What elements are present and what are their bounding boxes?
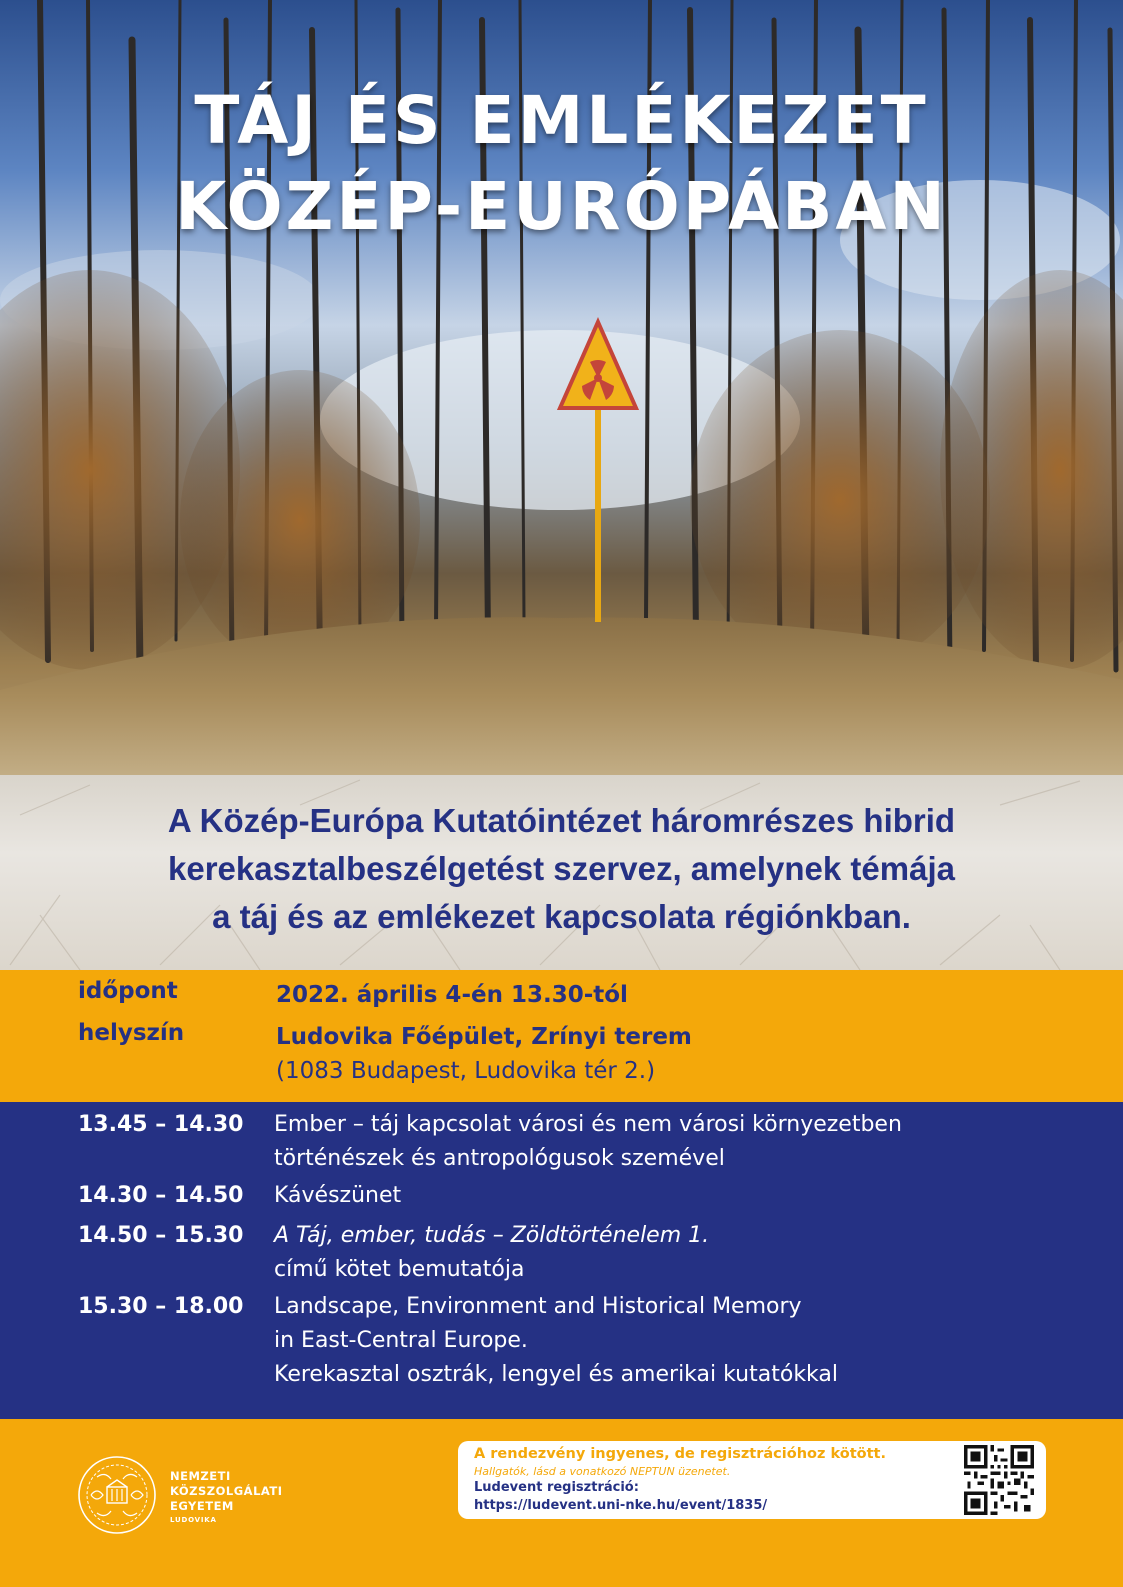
program-line: Landscape, Environment and Historical Memory (274, 1294, 802, 1319)
logo-line: KÖZSZOLGÁLATI (170, 1484, 283, 1498)
sign-pole (595, 400, 601, 622)
logo-line: EGYETEM (170, 1499, 234, 1513)
place-address: (1083 Budapest, Ludovika tér 2.) (276, 1058, 656, 1084)
place-block (276, 1020, 1056, 1088)
page-title (0, 78, 1123, 250)
footer (0, 1419, 1123, 1587)
title-line-2: KÖZÉP-EURÓPÁBAN (175, 168, 948, 245)
university-logo-icon (77, 1455, 157, 1535)
program-line: Ember – táj kapcsolat városi és nem városi környezetben (274, 1112, 902, 1137)
registration-label: Ludevent regisztráció: (474, 1480, 639, 1495)
qr-code-icon[interactable] (964, 1445, 1034, 1515)
program-time: 14.30 – 14.50 (78, 1183, 244, 1208)
registration-box (458, 1441, 1046, 1519)
program-time: 13.45 – 14.30 (78, 1112, 244, 1137)
program-schedule (0, 1102, 1123, 1419)
registration-text (474, 1445, 954, 1515)
program-description (274, 1290, 1094, 1392)
program-description (274, 1219, 1094, 1287)
title-line-1: TÁJ ÉS EMLÉKEZET (194, 82, 929, 159)
program-line: Kávészünet (274, 1183, 402, 1208)
intro-line-2: kerekasztalbeszélgetést szervez, amelynek témája (168, 850, 955, 887)
date-value: 2022. április 4-én 13.30-tól (276, 982, 628, 1008)
event-info (0, 970, 1123, 1102)
program-line: Kerekasztal osztrák, lengyel és amerikai kutatókkal (274, 1362, 839, 1387)
registration-notice: A rendezvény ingyenes, de regisztrációhoz kötött. (474, 1446, 886, 1462)
hero-photo (0, 0, 1123, 775)
place-value: Ludovika Főépület, Zrínyi terem (276, 1024, 692, 1050)
program-time: 15.30 – 18.00 (78, 1294, 244, 1319)
program-line: történészek és antropológusok szemével (274, 1146, 725, 1171)
intro-line-3: a táj és az emlékezet kapcsolata régiónkban. (212, 898, 911, 935)
date-label: időpont (78, 978, 178, 1004)
intro-band (0, 775, 1123, 970)
program-description (274, 1179, 1094, 1213)
university-name (170, 1469, 283, 1526)
intro-text (30, 797, 1093, 941)
program-line: című kötet bemutatója (274, 1257, 525, 1282)
logo-line: NEMZETI (170, 1469, 231, 1483)
student-note: Hallgatók, lásd a vonatkozó NEPTUN üzenetet. (474, 1465, 731, 1478)
logo-subline: LUDOVIKA (170, 1516, 217, 1524)
program-description (274, 1108, 1094, 1176)
registration-link[interactable]: https://ludevent.uni-nke.hu/event/1835/ (474, 1498, 768, 1513)
program-time: 14.50 – 15.30 (78, 1223, 244, 1248)
program-line: in East-Central Europe. (274, 1328, 528, 1353)
program-line: A Táj, ember, tudás – Zöldtörténelem 1. (274, 1223, 710, 1248)
intro-line-1: A Közép-Európa Kutatóintézet háromrészes hibrid (167, 802, 956, 839)
place-label: helyszín (78, 1020, 185, 1046)
